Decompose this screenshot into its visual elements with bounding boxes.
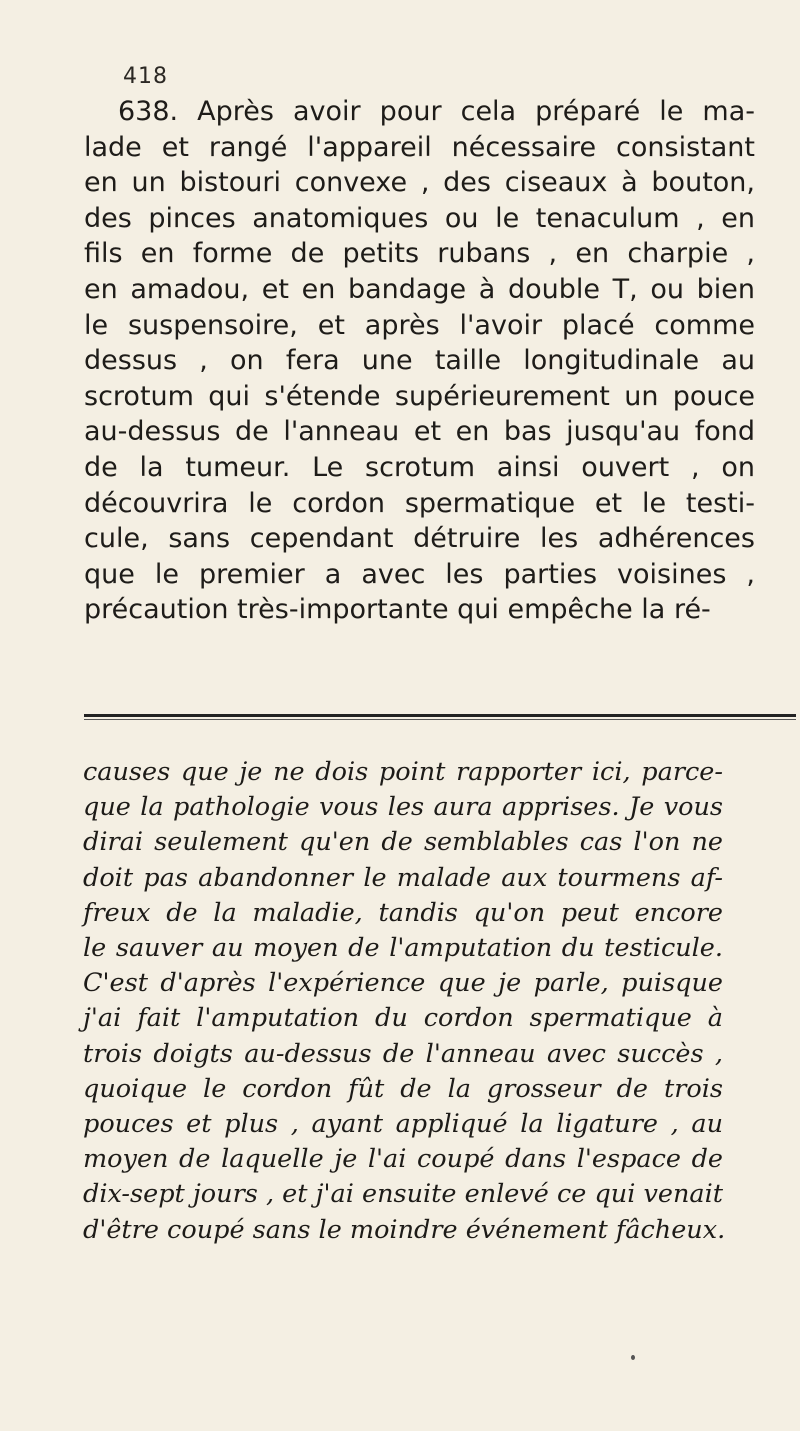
main-text-line: en un bistouri convexe , des ciseaux à bouton, [84,167,755,199]
main-text-line: fils en forme de petits rubans , en charpie , [84,238,755,270]
main-text-line: cule, sans cependant détruire les adhérences [84,523,755,555]
footnote-line: dirai seulement qu'en de semblables cas l'on ne [83,827,723,858]
footnote [83,755,726,1248]
footnote-line: dix-sept jours , et j'ai ensuite enlevé ce qui venait [83,1179,723,1210]
main-text-line: précaution très-importante qui empêche la ré- [84,594,711,626]
footnote-divider-thin [84,719,796,720]
main-text-line: en amadou, et en bandage à double T, ou bien [84,273,755,305]
main-text-line: que le premier a avec les parties voisines , [84,558,755,590]
footnote-line: doit pas abandonner le malade aux tourmens af- [83,862,723,893]
footnote-line: freux de la maladie, tandis qu'on peut encore [83,897,723,928]
main-text-line: scrotum qui s'étende supérieurement un pouce [84,380,755,412]
footnote-line: d'être coupé sans le moindre événement fâcheux. [83,1214,726,1245]
footnote-line: moyen de laquelle je l'ai coupé dans l'espace de [83,1144,723,1175]
page-number: 418 [123,64,168,89]
footnote-line: C'est d'après l'expérience que je parle, puisque [83,968,723,999]
footnote-line: causes que je ne dois point rapporter ici, parce- [83,757,723,787]
footnote-line: que la pathologie vous les aura apprises. Je vous [83,792,723,823]
footnote-line: j'ai fait l'amputation du cordon spermatique à [83,1003,723,1034]
main-text-line: lade et rangé l'appareil nécessaire consistant [84,131,755,163]
ink-speck [631,1355,635,1360]
footnote-line: pouces et plus , ayant appliqué la ligature , au [83,1109,723,1140]
footnote-line: le sauver au moyen de l'amputation du testicule. [83,933,723,964]
main-text-line: le suspensoire, et après l'avoir placé comme [84,309,755,341]
footnote-divider [84,714,796,717]
main-text-line: découvrira le cordon spermatique et le testi- [84,487,755,519]
main-text-line: de la tumeur. Le scrotum ainsi ouvert , on [84,451,755,483]
main-text-line: au-dessus de l'anneau et en bas jusqu'au fond [84,416,755,448]
main-text-line: 638. Après avoir pour cela préparé le ma- [118,96,755,127]
main-text-line: dessus , on fera une taille longitudinale au [84,345,755,377]
main-paragraph [84,94,799,628]
footnote-line: quoique le cordon fût de la grosseur de trois [83,1073,723,1104]
main-text-line: des pinces anatomiques ou le tenaculum , en [84,202,755,234]
footnote-line: trois doigts au-dessus de l'anneau avec succès , [83,1038,723,1069]
